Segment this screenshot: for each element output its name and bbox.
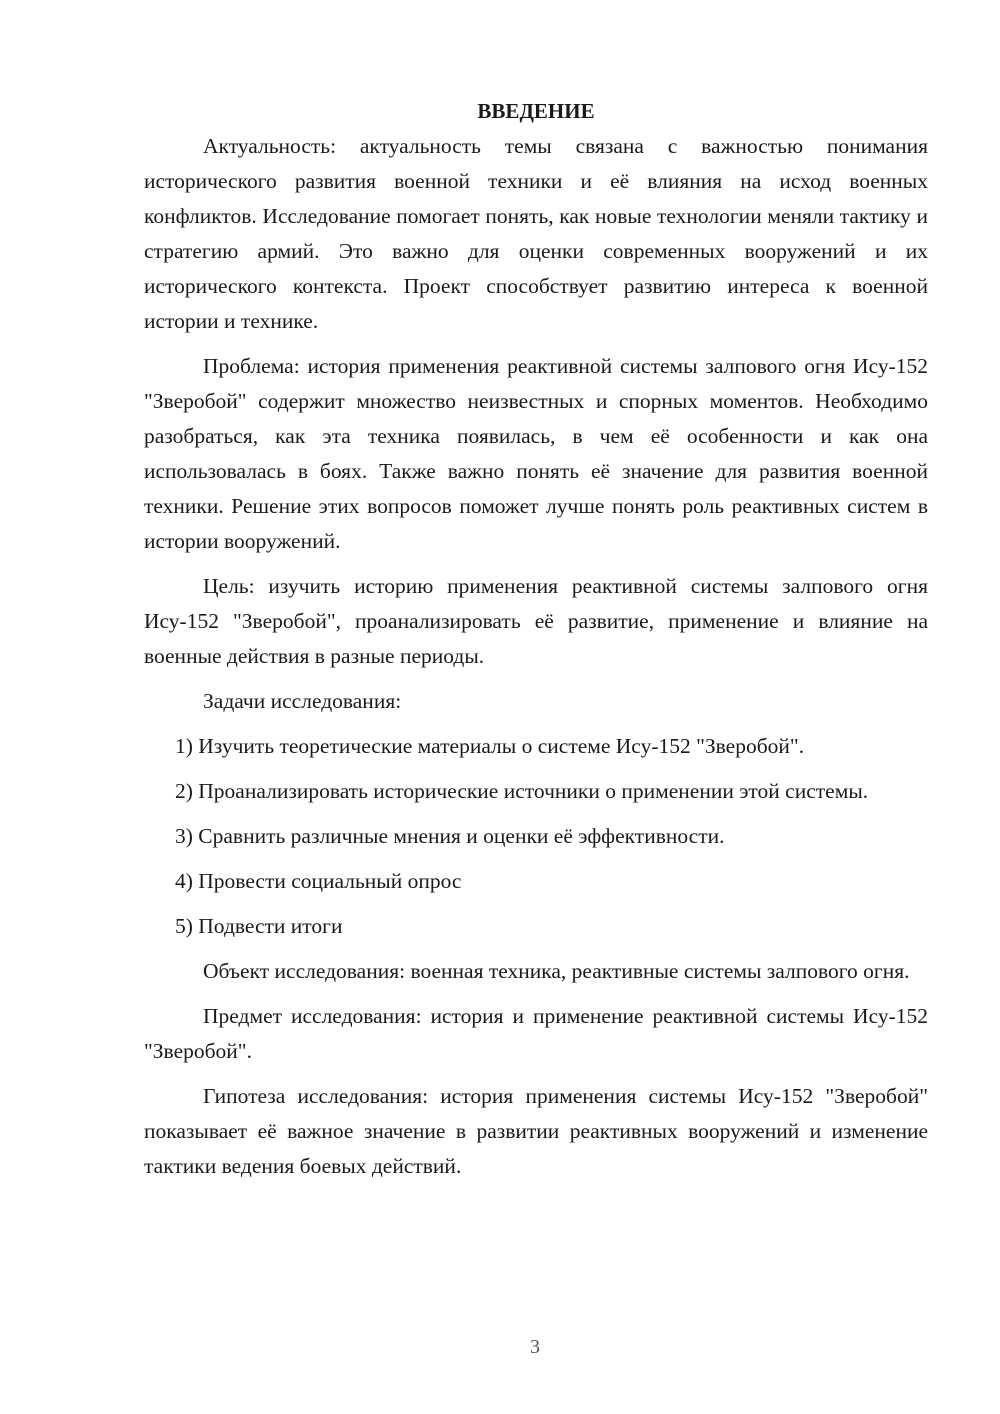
paragraph-subject: Предмет исследования: история и применение реактивной системы Ису-152 "Зверобой". — [144, 1004, 928, 1063]
task-item-5: 5) Подвести итоги — [175, 914, 343, 938]
paragraph-object: Объект исследования: военная техника, реактивные системы залпового огня. — [203, 959, 910, 983]
tasks-title: Задачи исследования: — [203, 689, 402, 713]
task-item-3: 3) Сравнить различные мнения и оценки её эффективности. — [175, 824, 725, 848]
paragraph-hypothesis: Гипотеза исследования: история применения системы Ису-152 "Зверобой" показывает её важное значение в развитии реактивных вооружений и изменение тактики ведения боевых действий. — [144, 1084, 928, 1178]
section-heading: ВВЕДЕНИЕ — [477, 99, 595, 123]
paragraph-problem: Проблема: история применения реактивной системы залпового огня Ису-152 "Зверобой" содержит множество неизвестных и спорных моментов. Необходимо разобраться, как эта техника появилась, в чем её особенности и как она использовалась в боях. Также важно понять её значение для развития военной техники. Решение этих вопросов поможет лучше понять роль реактивных систем в истории вооружений. — [144, 354, 928, 553]
paragraph-goal: Цель: изучить историю применения реактивной системы залпового огня Ису-152 "Зверобой", проанализировать её развитие, применение и влияние на военные действия в разные периоды. — [144, 574, 928, 668]
task-item-2: 2) Проанализировать исторические источники о применении этой системы. — [175, 779, 869, 803]
task-item-1: 1) Изучить теоретические материалы о системе Ису-152 "Зверобой". — [175, 734, 805, 758]
paragraph-actuality: Актуальность: актуальность темы связана с важностью понимания исторического развития военной техники и её влияния на исход военных конфликтов. Исследование помогает понять, как новые технологии меняли тактику и стратегию армий. Это важно для оценки современных вооружений и их исторического контекста. Проект способствует развитию интереса к военной истории и технике. — [144, 134, 928, 333]
page-content — [144, 94, 928, 1194]
page-number: 3 — [530, 1336, 540, 1358]
task-item-4: 4) Провести социальный опрос — [175, 869, 462, 893]
